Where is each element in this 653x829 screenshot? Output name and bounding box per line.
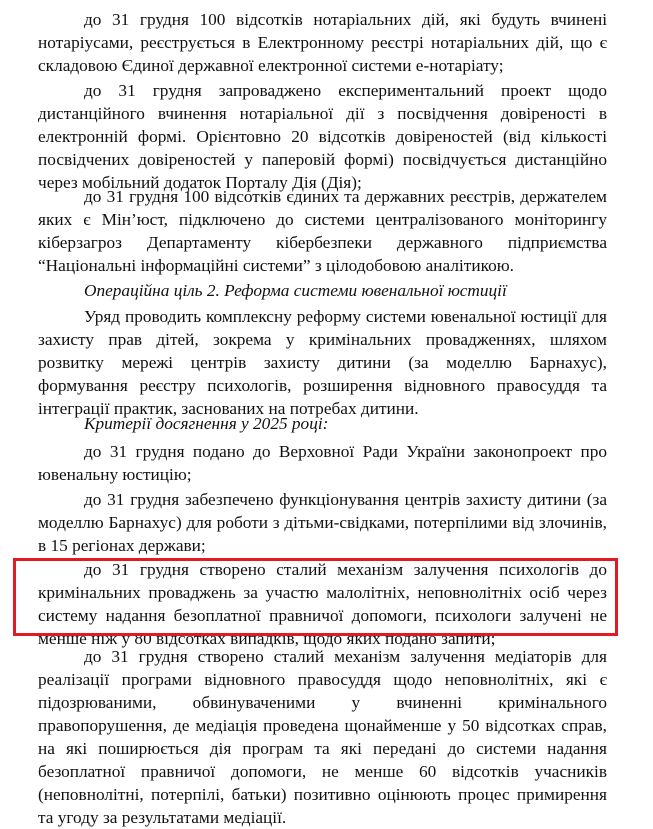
paragraph-mediators-mechanism: до 31 грудня створено сталий механізм залучення медіаторів для реалізації програми відновного правосуддя щодо неповнолітніх, які є підозрюваними, обвинуваченими у вчиненні кримінального правопорушення, де медіація проведена щонайменше у 50 відсотках справ, на які поширюється дія програм та які передані до системи надання безоплатної правничої допомоги, не менше 60 відсотків учасників (неповнолітні, потерпілі, батьки) позитивно оцінюють процес примирення та угоду за результатами медіації.	[38, 647, 607, 827]
paragraph-draft-law: до 31 грудня подано до Верховної Ради України законопроект про ювенальну юстицію;	[38, 442, 607, 484]
paragraph-remote-power-of-attorney: до 31 грудня запроваджено експериментальний проект щодо дистанційного вчинення нотаріальної дії з посвідчення довіреності в електронній формі. Орієнтовно 20 відсотків довіреностей (від кількості посвідчених довіреностей у паперовій формі) посвідчується дистанційно через мобільний додаток Порталу Дія (Дія);	[38, 81, 607, 192]
paragraph-notarial-registry: до 31 грудня 100 відсотків нотаріальних дій, які будуть вчинені нотаріусами, реєструється в Електронному реєстрі нотаріальних дій, що є складовою Єдиної державної електронної системи е-нотаріату;	[38, 10, 607, 75]
paragraph-juvenile-reform: Уряд проводить комплексну реформу системи ювенальної юстиції для захисту прав дітей, зокрема у кримінальних провадженнях, шляхом розвитку мережі центрів захисту дитини (за моделлю Барнахус), формування реєстру психологів, розширення відновного правосуддя та інтеграції практик, заснованих на потребах дитини.	[38, 307, 607, 418]
paragraph-cyber-monitoring: до 31 грудня 100 відсотків єдиних та державних реєстрів, держателем яких є Мін’юст, підключено до системи централізованого моніторингу кіберзагроз Департаменту кібербезпеки державного підприємства “Національні інформаційні системи” з цілодобовою аналітикою.	[38, 187, 607, 275]
paragraph-barnahus-centers: до 31 грудня забезпечено функціонування центрів захисту дитини (за моделлю Барнахус) для роботи з дітьми-свідками, потерпілими від злочинів, в 15 регіонах держави;	[38, 490, 607, 555]
section-heading-goal-2: Операційна ціль 2. Реформа системи ювенальної юстиції	[84, 281, 507, 300]
criteria-heading: Критерії досягнення у 2025 році:	[84, 414, 329, 433]
paragraph-psychologists-mechanism: до 31 грудня створено сталий механізм залучення психологів до кримінальних проваджень за участю малолітніх, неповнолітніх осіб через систему надання безоплатної правничої допомоги, психологи залучені не менше ніж у 80 відсотках випадків, щодо яких подано запити;	[38, 560, 607, 648]
